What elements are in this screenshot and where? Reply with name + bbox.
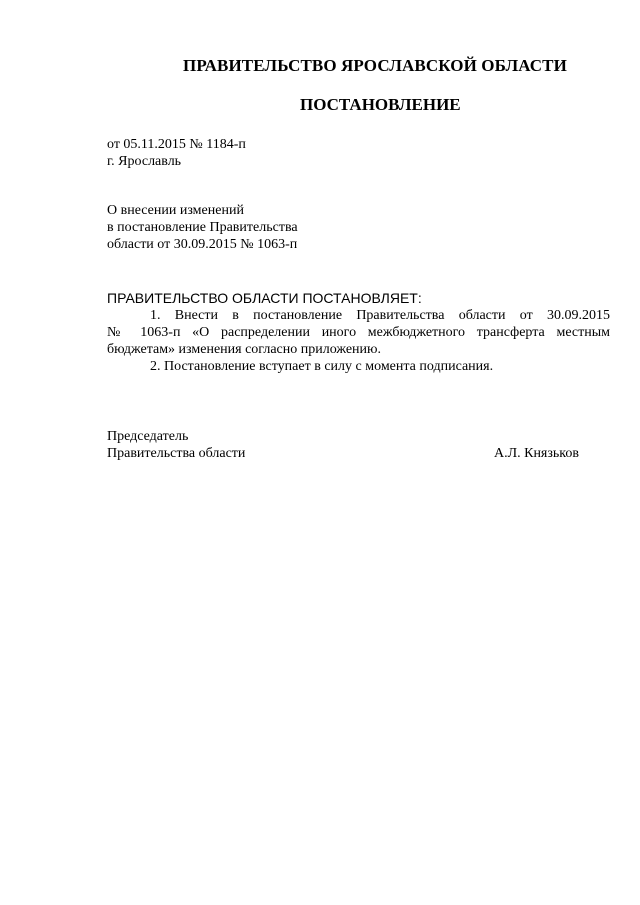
signer-position-line-1: Председатель [107,429,189,444]
resolution-item-1 [107,307,610,358]
resolution-preamble: ПРАВИТЕЛЬСТВО ОБЛАСТИ ПОСТАНОВЛЯЕТ: [107,290,422,306]
issuing-authority-title: ПРАВИТЕЛЬСТВО ЯРОСЛАВСКОЙ ОБЛАСТИ [183,56,567,75]
resolution-item-2: 2. Постановление вступает в силу с момента подписания. [150,359,494,374]
item-1-line-3: бюджетам» изменения согласно приложению. [107,342,382,357]
subject-line-2: в постановление Правительства [107,220,298,235]
subject-line-3: области от 30.09.2015 № 1063-п [107,237,298,252]
date-number-line: от 05.11.2015 № 1184-п [107,137,246,152]
signer-position-line-2: Правительства области [107,446,246,461]
subject-line-1: О внесении изменений [107,203,244,218]
city-line: г. Ярославль [107,154,182,169]
signer-name: А.Л. Князьков [494,446,579,461]
item-1-line-2: № 1063-п «О распределении иного межбюджетного трансферта местным [107,325,610,340]
document-type-title: ПОСТАНОВЛЕНИЕ [300,95,461,114]
item-1-line-1: 1. Внести в постановление Правительства области от 30.09.2015 [150,308,610,323]
